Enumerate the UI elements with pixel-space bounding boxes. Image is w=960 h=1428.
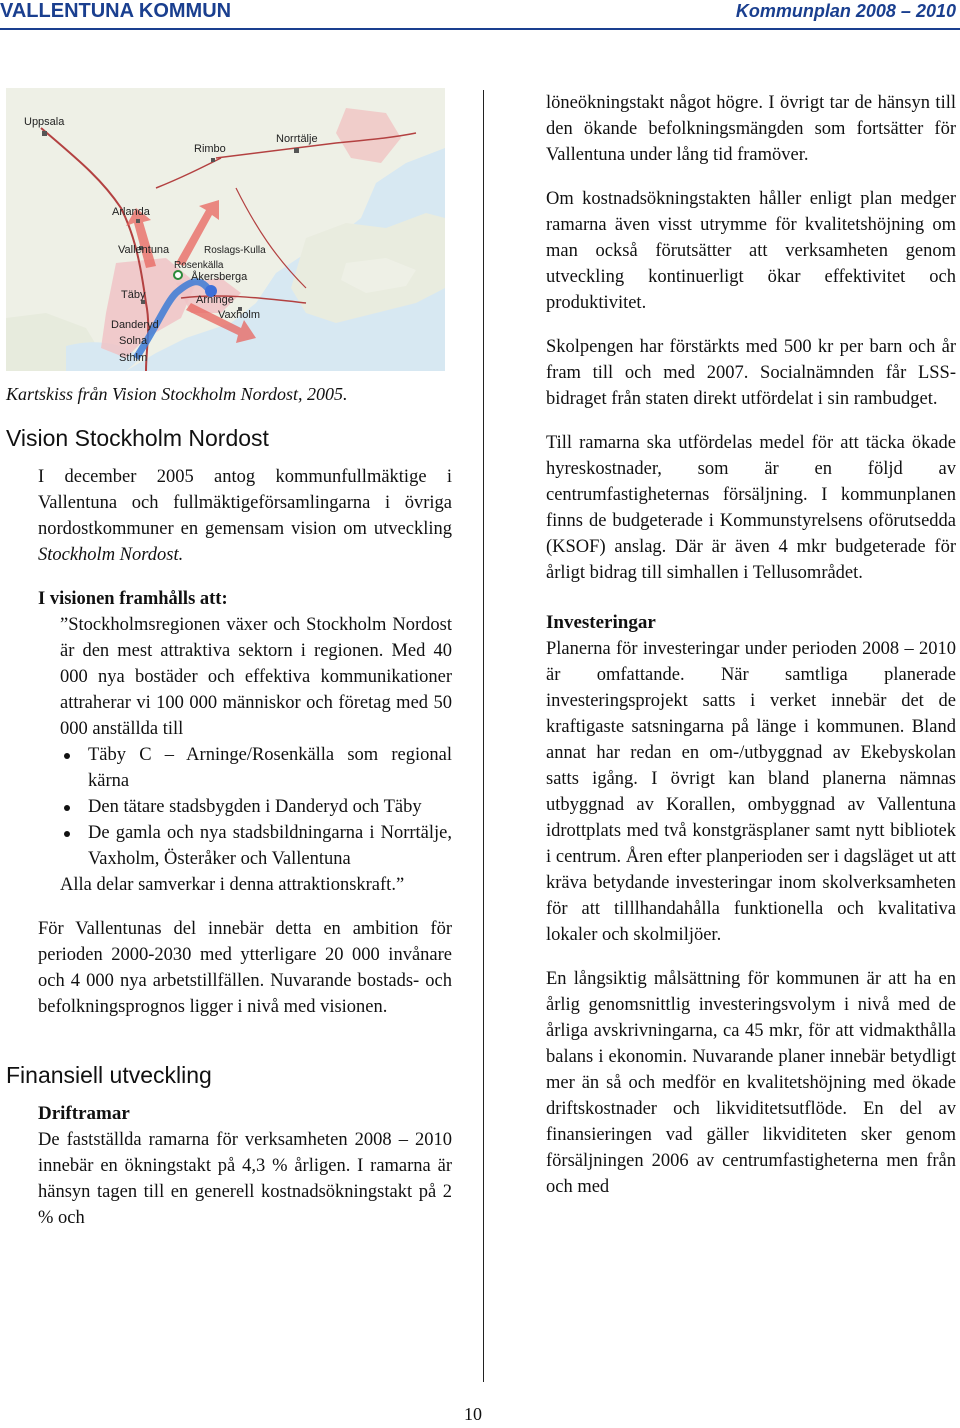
left-column xyxy=(6,88,476,1231)
vision-intro-text: I december 2005 antog kommunfullmäktige i Vallentuna och fullmäktigeförsamlingarna i övriga nordostkommuner en gemensam vision om utveckling xyxy=(38,467,452,539)
map-label-taby: Täby xyxy=(121,289,146,301)
region-map xyxy=(6,88,445,371)
page-number: 10 xyxy=(464,1404,482,1424)
norrtalje-marker xyxy=(294,148,299,153)
right-paragraph-1: löneökningstakt något högre. I övrigt tar de hänsyn till den ökande befolkningsmängden som fortsätter för Vallentuna under lång tid framöver. xyxy=(546,93,956,165)
vision-bullet-item: De gamla och nya stadsbildningarna i Norrtälje, Vaxholm, Österåker och Vallentuna xyxy=(60,820,452,872)
map-label-vaxholm: Vaxholm xyxy=(218,309,260,321)
right-paragraph-5: Planerna för investeringar under perioden 2008 – 2010 är omfattande. När samtliga planerade investeringsprojekt satts i verket innebär det de kraftigaste satsningarna på länge i kommunen. Bland annat har redan en om-/utbyggnad av Ekebyskolan satts igång. I övrigt kan bland planerna nämnas utbyggnad av Korallen, ombyggnad av Vallentuna idrottplats med två konstgräsplaner samt nytt bibliotek i centrum. Åren efter planperioden ser i dagsläget ut att kräva betydande investeringar inom skolverksamheten för att tilllhandahålla funktionella och kvalitativa lokaler och skolmiljöer. xyxy=(546,639,956,945)
map-label-danderyd: Danderyd xyxy=(111,319,159,331)
vision-bullet-item: Den tätare stadsbygden i Danderyd och Täby xyxy=(60,794,452,820)
map-label-solna: Solna xyxy=(119,335,148,347)
driftramar-paragraph: De fastställda ramarna för verksamheten 2008 – 2010 innebär en ökningstakt på 4,3 % årligen. I ramarna är hänsyn tagen till en generell kostnadsökningstakt på 2 % och xyxy=(38,1130,452,1228)
vision-intro-italic: Stockholm Nordost. xyxy=(38,545,184,565)
map-label-arlanda: Arlanda xyxy=(112,206,150,218)
finans-heading: Finansiell utveckling xyxy=(6,1062,212,1088)
vision-bullet-item: Täby C – Arninge/Rosenkälla som regional kärna xyxy=(60,742,452,794)
map-caption: Kartskiss från Vision Stockholm Nordost, 2005. xyxy=(6,384,348,404)
map-label-roslags-kulla: Roslags-Kulla xyxy=(204,245,266,256)
vision-heading: Vision Stockholm Nordost xyxy=(6,425,269,451)
map-label-rimbo: Rimbo xyxy=(194,143,226,155)
rimbo-marker xyxy=(211,158,215,162)
vision-paragraph: För Vallentunas del innebär detta en ambition för perioden 2000-2030 med ytterligare 20 000 invånare och 4 000 nya arbetstillfällen. Nuvarande bostads- och befolkningsprognos ligger i nivå med visionen. xyxy=(38,919,452,1017)
right-column xyxy=(546,90,956,1200)
map-label-rosenkalla: Rosenkälla xyxy=(174,260,224,271)
vision-intro xyxy=(38,464,452,568)
right-paragraph-4: Till ramarna ska utfördelas medel för att täcka ökade hyreskostnader, som är en följd av centrumfastigheternas försäljning. I kommunplanen finns de budgeterade i Kommunstyrelsens oförutsedda (KSOF) anslag. Där är även 4 mkr budgeterade för årligt bidrag till simhallen i Tellusområdet. xyxy=(546,433,956,583)
right-paragraph-2: Om kostnadsökningstakten håller enligt plan medger ramarna även visst utrymme för kvalitetshöjning om man också förutsätter att verksamheten genom utveckling kontinuerligt ökar effektivitet och produktivitet. xyxy=(546,189,956,313)
vision-lead: I visionen framhålls att: xyxy=(38,589,228,609)
arlanda-marker xyxy=(136,219,140,223)
driftramar-heading: Driftramar xyxy=(38,1103,130,1124)
investeringar-heading: Investeringar xyxy=(546,612,656,633)
vision-section xyxy=(38,464,452,1020)
map-label-norrtalje: Norrtälje xyxy=(276,133,318,145)
map-sketch xyxy=(6,88,445,371)
map-label-akersberga: Åkersberga xyxy=(191,271,248,283)
header-org-name: VALLENTUNA KOMMUN xyxy=(0,0,232,22)
map-label-uppsala: Uppsala xyxy=(24,116,65,128)
map-label-vallentuna: Vallentuna xyxy=(118,244,170,256)
right-paragraph-6: En långsiktig målsättning för kommunen är att ha en årlig genomsnittlig investeringsvolym i nivå med de årliga avskrivningarna, ca 45 mkr, för att vidmakthålla balans i ekonomin. Nuvarande planer innebär betydligt mer än så och medför en kvalitetshöjning med ökade driftskostnader och likviditetsutflöde. En del av finansieringen vad gäller likviditeten sker genom försäljningen 2006 av centrumfastigheterna men från och med xyxy=(546,969,956,1197)
vision-quote-end: Alla delar samverkar i denna attraktionskraft.” xyxy=(60,875,405,895)
map-label-arninge: Arninge xyxy=(196,294,234,306)
uppsala-marker xyxy=(42,131,47,136)
right-paragraph-3: Skolpengen har förstärkts med 500 kr per barn och år fram till och med 2007. Socialnämnden får LSS-bidraget från staten direkt utfördelat i sin rambudget. xyxy=(546,337,956,409)
vision-bullet-list xyxy=(60,742,452,872)
column-divider xyxy=(483,90,484,1382)
vision-quote xyxy=(60,612,452,898)
rosenkalla-node xyxy=(174,271,182,279)
finans-section xyxy=(38,1101,452,1231)
map-label-sthlm: Sthlm xyxy=(119,352,148,364)
vision-quote-start: ”Stockholmsregionen växer och Stockholm Nordost är den mest attraktiva sektorn i regionen. Med 40 000 nya bostäder och effektiva kommunikationer attraherar vi 100 000 människor och företag med 50 000 anställda till xyxy=(60,615,452,739)
header-document-title: Kommunplan 2008 – 2010 xyxy=(735,1,956,21)
header-rule xyxy=(0,28,960,30)
